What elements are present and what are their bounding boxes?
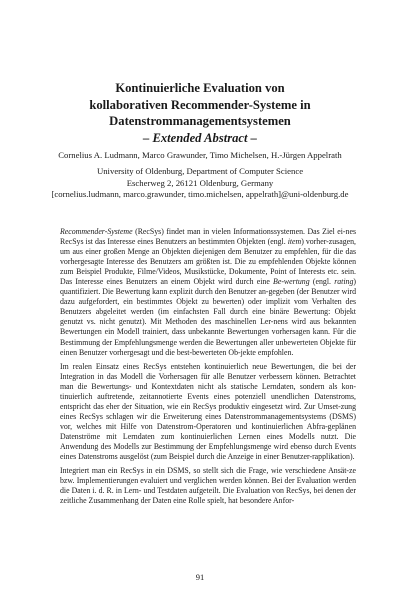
paragraph-1-text-a: (RecSys) findet man in vielen Informationssystemen. Das Ziel ei-nes RecSys ist das Interesse eines Benutzers an bestimmten Objekten (engl.	[60, 227, 356, 247]
paragraph-1	[60, 227, 356, 358]
paper-body	[60, 227, 356, 510]
paper-title	[40, 80, 360, 146]
affiliation-university: University of Oldenburg, Department of Computer Science	[96, 166, 304, 176]
page-number: 91	[195, 572, 205, 582]
paragraph-1-text-b: ) vorher-zusagen, um aus einer großen Menge an Objekten diejenigen dem Benutzer zu empfehlen, für die das vorhergesagte Interesse des Benutzers am größten ist. Die zu empfehlenden Objekte können zum Beispiel Produkte, Filme/Videos, Musikstücke, Dokumente, Point of Interests etc. sein. Das Interesse eines Benutzers an einem Objekt wird durch eine	[60, 237, 356, 287]
author-list: Cornelius A. Ludmann, Marco Grawunder, Timo Michelsen, H.-Jürgen Appelrath	[58, 150, 342, 160]
paragraph-1-text-d: ) quantifiziert. Die Bewertung kann explizit durch den Benutzer an-gegeben (der Benutzer wird dazu aufgefordert, ein bestimmtes Objekt zu bewerten) oder implizit vom Verhalten des Benutzers abgeleitet werden (im einfachsten Fall durch eine binäre Bewertung: Objekt genutzt vs. nicht genutzt). Mit Methoden des maschinellen Ler-nens wird aus bekannten Bewertungen ein Modell trainiert, dass unbekannte Bewertungen vorhersagen kann. Für die Bestimmung der Empfehlungsmenge werden die Bewertungen aller unbewerteten Objekte für einen Benutzer vorhergesagt und die best-bewerteten Ob-jekte empfohlen.	[60, 277, 356, 357]
paragraph-3: Integriert man ein RecSys in ein DSMS, so stellt sich die Frage, wie verschiedene Ansät-ze bzw. Implementierungen evaluiert und verglichen werden können. Bei der Evaluation werden die Daten i. d. R. in Lern- und Testdaten aufgeteilt. Die Evaluation von RecSys, bei denen der zeitliche Zusammenhang der Daten eine Rolle spielt, hat besondere Anfor-	[60, 466, 356, 506]
affiliation-emails: [cornelius.ludmann, marco.grawunder, timo.michelsen, appelrath]@uni-oldenburg.de	[51, 189, 349, 200]
title-line-2: kollaborativen Recommender-Systeme in	[89, 97, 311, 112]
term-bewertung: Be-wertung	[273, 277, 310, 287]
title-line-3: Datenstrommanagementsystemen	[109, 114, 291, 128]
title-subtitle: – Extended Abstract –	[143, 130, 257, 145]
term-recommender-systeme: Recommender-Systeme	[60, 227, 133, 236]
title-line-1: Kontinuierliche Evaluation von	[115, 81, 285, 95]
paragraph-2: Im realen Einsatz eines RecSys entstehen kontinuierlich neue Bewertungen, die bei der Integration in das Modell die Vorhersagen für alle Benutzer verbessern können. Betrachtet man die Bewertungs- und Kontextdaten nicht als statische Lerndaten, sondern als kon-tinuierlich auftretende, zeitannotierte Events eines potenziell unendlichen Datenstroms, entspricht das eher der Situation, wie ein RecSys produktiv eingesetzt wird. Zur Umset-zung eines RecSys schlagen wir die Erweiterung eines Datenstrommanagementsystems (DSMS) vor, welches mit Hilfe von Datenstrom-Operatoren und kontinuierlichen Abfra-geplänen Datenströme mit Lerndaten zum kontinuierlichen Lernen eines Modells nutzt. Die Anwendung des Modells zur Bestimmung der Empfehlungsmenge wird ebenso durch Events eines Datenstroms ausgelöst (zum Beispiel durch die Anzeige in einer Benutzer-rapplikation).	[60, 361, 356, 462]
affiliation-block	[20, 166, 380, 201]
paragraph-1-text-c: (engl.	[309, 277, 335, 287]
term-rating: rating	[334, 277, 354, 287]
term-item: item	[287, 237, 302, 247]
affiliation-address: Escherweg 2, 26121 Oldenburg, Germany	[126, 177, 274, 188]
